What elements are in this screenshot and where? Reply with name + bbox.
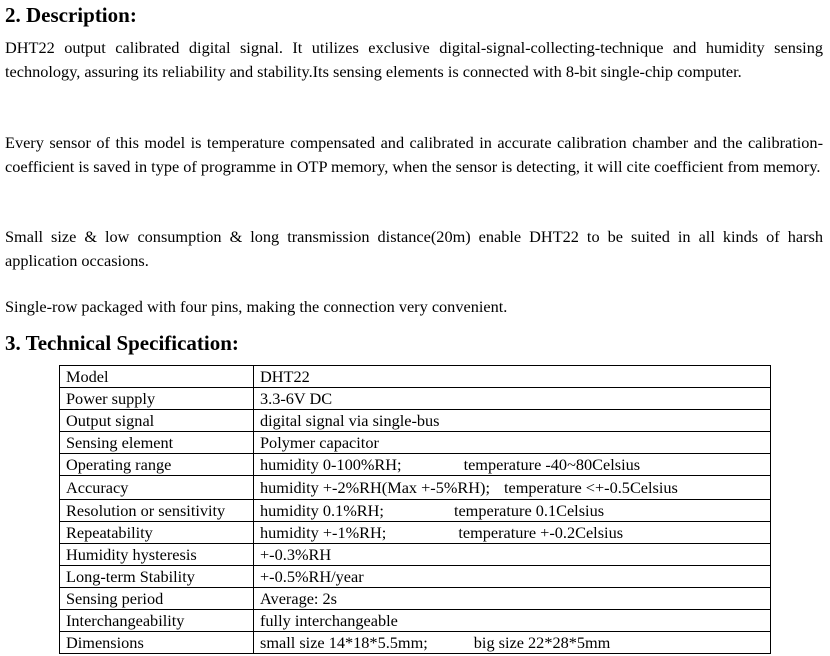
spec-label: Model	[60, 366, 254, 388]
spec-value: fully interchangeable	[260, 610, 398, 630]
spec-value-cell	[254, 476, 771, 500]
spec-value: DHT22	[260, 366, 310, 386]
spec-value: +-0.3%RH	[260, 544, 332, 564]
spec-value-secondary: temperature -40~80Celsius	[463, 454, 641, 474]
spec-value: Polymer capacitor	[260, 432, 379, 452]
spec-row	[60, 544, 771, 566]
spec-row	[60, 454, 771, 476]
spec-value-cell	[254, 410, 771, 432]
spec-label: Output signal	[60, 410, 254, 432]
spec-label: Power supply	[60, 388, 254, 410]
spec-value-secondary: temperature +-0.2Celsius	[458, 522, 624, 542]
spec-label: Accuracy	[60, 476, 254, 500]
spec-label: Resolution or sensitivity	[60, 500, 254, 522]
specification-table	[59, 365, 771, 654]
spec-label: Sensing period	[60, 588, 254, 610]
spec-label: Humidity hysteresis	[60, 544, 254, 566]
spec-row	[60, 522, 771, 544]
spec-label: Repeatability	[60, 522, 254, 544]
spec-value: humidity 0.1%RH;	[260, 500, 384, 520]
spec-label: Interchangeability	[60, 610, 254, 632]
spec-row	[60, 388, 771, 410]
description-paragraph: Small size & low consumption & long transmission distance(20m) enable DHT22 to be suited in all kinds of harsh application occasions.	[5, 227, 823, 270]
spec-value: humidity 0-100%RH;	[260, 454, 402, 474]
spec-value-cell	[254, 632, 771, 654]
specification-heading: 3. Technical Specification:	[5, 331, 239, 355]
spec-value: humidity +-1%RH;	[260, 522, 387, 542]
description-paragraph: DHT22 output calibrated digital signal. It utilizes exclusive digital-signal-collecting-technique and humidity sensing technology, assuring its reliability and stability.Its sensing elements is connected with 8-bit single-chip computer.	[5, 38, 823, 81]
spec-row	[60, 476, 771, 500]
spec-value-cell	[254, 432, 771, 454]
spec-row	[60, 366, 771, 388]
spec-row	[60, 610, 771, 632]
spec-value-cell	[254, 522, 771, 544]
description-heading: 2. Description:	[5, 3, 137, 27]
spec-value-cell	[254, 366, 771, 388]
spec-label: Dimensions	[60, 632, 254, 654]
spec-row	[60, 588, 771, 610]
spec-value: Average: 2s	[260, 588, 338, 608]
spec-row	[60, 500, 771, 522]
spec-value-cell	[254, 544, 771, 566]
spec-value: +-0.5%RH/year	[260, 566, 364, 586]
spec-value-secondary: temperature 0.1Celsius	[453, 500, 605, 520]
spec-value: humidity +-2%RH(Max +-5%RH);	[260, 477, 490, 497]
spec-value-cell	[254, 388, 771, 410]
spec-value: digital signal via single-bus	[260, 410, 440, 430]
spec-value-cell	[254, 610, 771, 632]
spec-label: Long-term Stability	[60, 566, 254, 588]
spec-row	[60, 410, 771, 432]
spec-value-cell	[254, 566, 771, 588]
spec-row	[60, 566, 771, 588]
spec-value: 3.3-6V DC	[260, 388, 333, 408]
description-paragraph: Every sensor of this model is temperature compensated and calibrated in accurate calibration chamber and the calibration-coefficient is saved in type of programme in OTP memory, when the sensor is detecting, it will cite coefficient from memory.	[5, 133, 823, 176]
spec-label: Operating range	[60, 454, 254, 476]
spec-value: small size 14*18*5.5mm;	[260, 632, 428, 652]
spec-value-secondary: big size 22*28*5mm	[473, 632, 611, 652]
spec-row	[60, 432, 771, 454]
spec-value-cell	[254, 454, 771, 476]
spec-row	[60, 632, 771, 654]
spec-value-cell	[254, 500, 771, 522]
spec-label: Sensing element	[60, 432, 254, 454]
spec-value-secondary: temperature <+-0.5Celsius	[504, 477, 678, 497]
spec-value-cell	[254, 588, 771, 610]
description-paragraph: Single-row packaged with four pins, making the connection very convenient.	[5, 297, 508, 316]
